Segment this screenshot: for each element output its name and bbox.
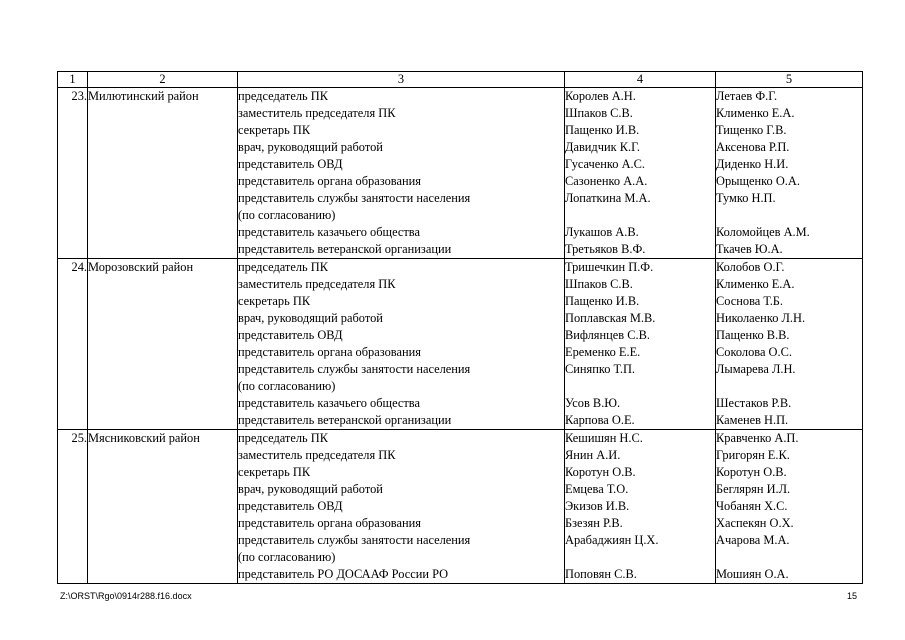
role-cell bbox=[238, 430, 565, 584]
deputy-cell bbox=[716, 430, 863, 584]
role-line: (по согласованию) bbox=[238, 379, 336, 393]
row-number: 23. bbox=[71, 89, 87, 103]
role-line: председатель ПК bbox=[238, 89, 328, 103]
member-name: Пащенко И.В. bbox=[565, 294, 640, 308]
deputy-name: Тищенко Г.В. bbox=[716, 123, 787, 137]
role-line: председатель ПК bbox=[238, 260, 328, 274]
member-name: Королев А.Н. bbox=[565, 89, 636, 103]
deputy-name: Тумко Н.П. bbox=[716, 191, 776, 205]
row-number-cell bbox=[58, 430, 88, 584]
district-name: Морозовский район bbox=[88, 260, 194, 274]
district-cell bbox=[88, 88, 238, 259]
deputy-name: Беглярян И.Л. bbox=[716, 482, 791, 496]
district-cell bbox=[88, 259, 238, 430]
table-row bbox=[58, 430, 863, 584]
row-number-cell bbox=[58, 259, 88, 430]
member-cell bbox=[565, 88, 716, 259]
member-name: Поплавская М.В. bbox=[565, 311, 656, 325]
deputy-name: Соснова Т.Б. bbox=[716, 294, 784, 308]
member-name: Еременко Е.Е. bbox=[565, 345, 641, 359]
role-line: представитель казачьего общества bbox=[238, 225, 420, 239]
role-line: секретарь ПК bbox=[238, 294, 311, 308]
row-number: 25. bbox=[71, 431, 87, 445]
role-line: врач, руководящий работой bbox=[238, 482, 383, 496]
deputy-name: Коротун О.В. bbox=[716, 465, 787, 479]
member-name: Лопаткина М.А. bbox=[565, 191, 651, 205]
deputy-name: Хаспекян О.Х. bbox=[716, 516, 794, 530]
district-name: Милютинский район bbox=[88, 89, 199, 103]
member-name: Гусаченко А.С. bbox=[565, 157, 645, 171]
role-line: председатель ПК bbox=[238, 431, 328, 445]
member-cell bbox=[565, 430, 716, 584]
role-line: секретарь ПК bbox=[238, 465, 311, 479]
deputy-name: Лымарева Л.Н. bbox=[716, 362, 796, 376]
role-line: врач, руководящий работой bbox=[238, 311, 383, 325]
member-name: Вифлянцев С.В. bbox=[565, 328, 650, 342]
role-line: представитель службы занятости населения bbox=[238, 362, 471, 376]
role-line: представитель ветеранской организации bbox=[238, 242, 452, 256]
column-header: 3 bbox=[238, 72, 565, 88]
commission-table bbox=[57, 71, 863, 584]
column-header: 5 bbox=[716, 72, 863, 88]
deputy-name bbox=[716, 207, 862, 224]
column-header: 4 bbox=[565, 72, 716, 88]
row-number-cell bbox=[58, 88, 88, 259]
page-number: 15 bbox=[846, 591, 857, 601]
deputy-name: Ачарова М.А. bbox=[716, 533, 790, 547]
role-line: заместитель председателя ПК bbox=[238, 106, 396, 120]
column-header: 1 bbox=[58, 72, 88, 88]
member-cell bbox=[565, 259, 716, 430]
document-path: Z:\ORST\Rgo\0914r288.f16.docx bbox=[60, 591, 192, 601]
role-line: представитель ОВД bbox=[238, 328, 343, 342]
role-line: врач, руководящий работой bbox=[238, 140, 383, 154]
member-name: Шпаков С.В. bbox=[565, 277, 633, 291]
deputy-cell bbox=[716, 259, 863, 430]
member-name: Давидчик К.Г. bbox=[565, 140, 640, 154]
role-line: представитель службы занятости населения bbox=[238, 191, 471, 205]
role-cell bbox=[238, 259, 565, 430]
deputy-name: Пащенко В.В. bbox=[716, 328, 790, 342]
role-line: представитель ОВД bbox=[238, 157, 343, 171]
deputy-name: Летаев Ф.Г. bbox=[716, 89, 778, 103]
role-line: (по согласованию) bbox=[238, 208, 336, 222]
role-line: заместитель председателя ПК bbox=[238, 277, 396, 291]
member-name: Карпова О.Е. bbox=[565, 413, 635, 427]
district-name: Мясниковский район bbox=[88, 431, 200, 445]
member-name: Лукашов А.В. bbox=[565, 225, 639, 239]
role-line: представитель органа образования bbox=[238, 345, 421, 359]
member-name: Поповян С.В. bbox=[565, 567, 637, 581]
member-name: Шпаков С.В. bbox=[565, 106, 633, 120]
member-name: Бзезян Р.В. bbox=[565, 516, 623, 530]
role-line: представитель казачьего общества bbox=[238, 396, 420, 410]
member-name bbox=[565, 378, 715, 395]
member-name bbox=[565, 207, 715, 224]
deputy-name: Диденко Н.И. bbox=[716, 157, 789, 171]
role-line: секретарь ПК bbox=[238, 123, 311, 137]
member-name: Тришечкин П.Ф. bbox=[565, 260, 654, 274]
deputy-name bbox=[716, 549, 862, 566]
column-header: 2 bbox=[88, 72, 238, 88]
table-header-row bbox=[58, 72, 863, 88]
deputy-cell bbox=[716, 88, 863, 259]
deputy-name: Аксенова Р.П. bbox=[716, 140, 790, 154]
deputy-name: Каменев Н.П. bbox=[716, 413, 789, 427]
member-name: Усов В.Ю. bbox=[565, 396, 621, 410]
deputy-name bbox=[716, 378, 862, 395]
deputy-name: Клименко Е.А. bbox=[716, 277, 795, 291]
role-line: представитель органа образования bbox=[238, 174, 421, 188]
deputy-name: Кравченко А.П. bbox=[716, 431, 799, 445]
deputy-name: Ткачев Ю.А. bbox=[716, 242, 783, 256]
member-name: Арабаджиян Ц.Х. bbox=[565, 533, 659, 547]
deputy-name: Колобов О.Г. bbox=[716, 260, 785, 274]
member-name: Экизов И.В. bbox=[565, 499, 630, 513]
deputy-name: Клименко Е.А. bbox=[716, 106, 795, 120]
role-line: представитель ОВД bbox=[238, 499, 343, 513]
deputy-name: Чобанян Х.С. bbox=[716, 499, 788, 513]
member-name: Янин А.И. bbox=[565, 448, 621, 462]
deputy-name: Коломойцев А.М. bbox=[716, 225, 810, 239]
deputy-name: Григорян Е.К. bbox=[716, 448, 790, 462]
deputy-name: Мошиян О.А. bbox=[716, 567, 789, 581]
member-name: Синяпко Т.П. bbox=[565, 362, 636, 376]
table-row bbox=[58, 88, 863, 259]
member-name: Емцева Т.О. bbox=[565, 482, 629, 496]
role-line: представитель органа образования bbox=[238, 516, 421, 530]
row-number: 24. bbox=[71, 260, 87, 274]
member-name: Кешишян Н.С. bbox=[565, 431, 643, 445]
role-line: представитель ветеранской организации bbox=[238, 413, 452, 427]
deputy-name: Шестаков Р.В. bbox=[716, 396, 792, 410]
deputy-name: Соколова О.С. bbox=[716, 345, 792, 359]
role-line: заместитель председателя ПК bbox=[238, 448, 396, 462]
member-name bbox=[565, 549, 715, 566]
role-cell bbox=[238, 88, 565, 259]
table-row bbox=[58, 259, 863, 430]
role-line: представитель службы занятости населения bbox=[238, 533, 471, 547]
district-cell bbox=[88, 430, 238, 584]
member-name: Сазоненко А.А. bbox=[565, 174, 648, 188]
role-line: представитель РО ДОСААФ России РО bbox=[238, 567, 449, 581]
member-name: Пащенко И.В. bbox=[565, 123, 640, 137]
deputy-name: Орыщенко О.А. bbox=[716, 174, 800, 188]
deputy-name: Николаенко Л.Н. bbox=[716, 311, 806, 325]
member-name: Третьяков В.Ф. bbox=[565, 242, 646, 256]
role-line: (по согласованию) bbox=[238, 550, 336, 564]
member-name: Коротун О.В. bbox=[565, 465, 636, 479]
